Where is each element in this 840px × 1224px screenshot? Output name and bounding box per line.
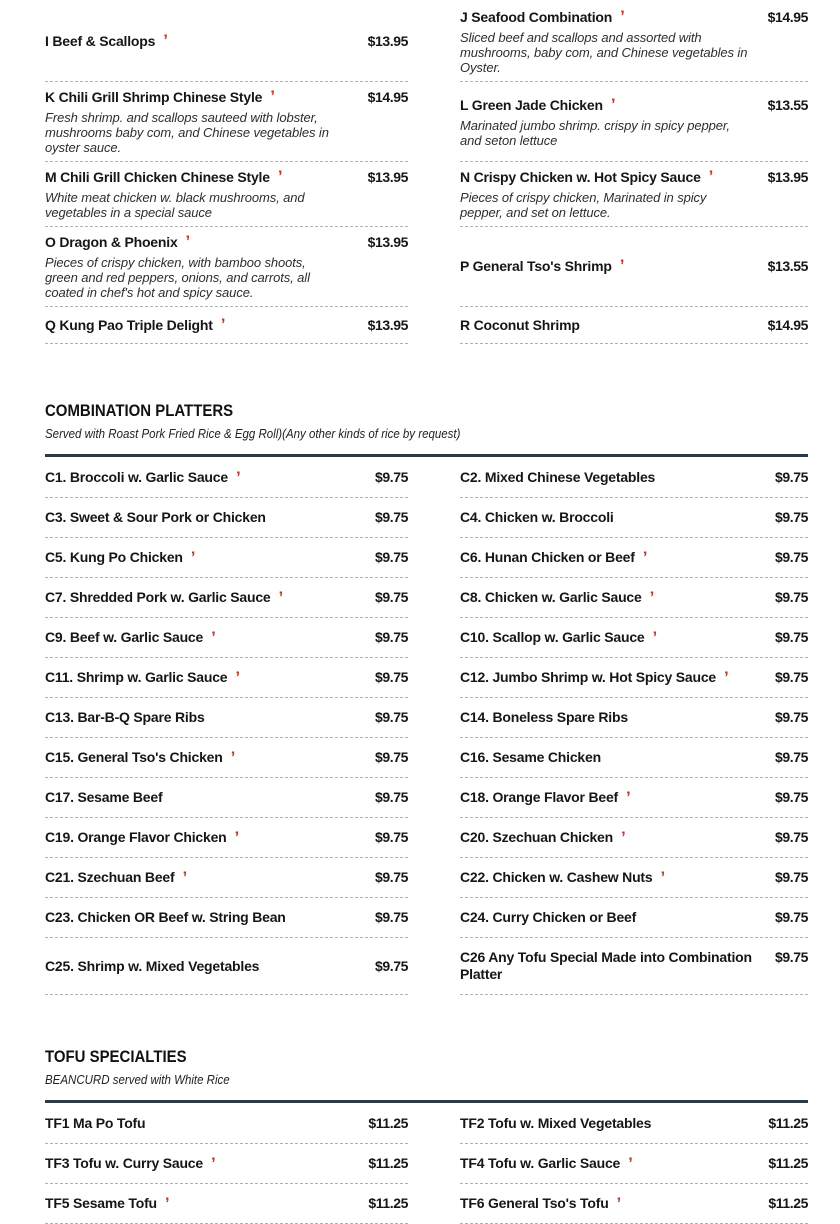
item-name: K Chili Grill Shrimp Chinese Style	[45, 89, 263, 105]
section-subtitle: BEANCURD served with White Rice	[45, 1073, 230, 1087]
item-price: $11.25	[768, 1155, 808, 1171]
menu-grid	[45, 1104, 808, 1224]
item-price: $9.75	[774, 749, 808, 765]
item-line	[45, 1115, 408, 1132]
item-price: $9.75	[774, 909, 808, 925]
menu-item[interactable]	[460, 1144, 808, 1184]
item-name: O Dragon & Phoenix	[45, 234, 178, 250]
item-line	[45, 168, 408, 187]
item-name: C9. Beef w. Garlic Sauce	[45, 629, 204, 645]
item-line	[45, 509, 408, 526]
menu-item[interactable]	[45, 858, 408, 898]
chili-spicy-icon: ’	[164, 1194, 170, 1213]
item-line	[45, 233, 408, 252]
item-name: TF3 Tofu w. Curry Sauce	[45, 1155, 203, 1171]
item-price: $9.75	[774, 549, 808, 565]
item-name: M Chili Grill Chicken Chinese Style	[45, 169, 270, 185]
item-price: $13.95	[767, 169, 808, 185]
item-description: Sliced beef and scallops and assorted with mushrooms, baby com, and Chinese vegetables in Oyster.	[460, 30, 748, 75]
chili-spicy-icon: ’	[628, 1154, 633, 1173]
menu-item[interactable]	[45, 82, 408, 162]
item-description: Pieces of crispy chicken, Marinated in spicy pepper, and set on lettuce.	[460, 190, 707, 220]
chili-spicy-icon: ’	[235, 468, 241, 487]
item-price: $9.75	[374, 789, 408, 805]
menu-item[interactable]	[45, 578, 408, 618]
chili-spicy-icon: ’	[234, 828, 240, 847]
menu-item[interactable]	[460, 538, 808, 578]
chili-spicy-icon: ’	[708, 167, 714, 186]
item-name: C11. Shrimp w. Garlic Sauce	[45, 669, 228, 685]
item-price: $9.75	[374, 957, 408, 974]
item-line	[460, 669, 808, 686]
item-line	[460, 1155, 808, 1172]
item-line	[45, 829, 408, 846]
item-name: TF4 Tofu w. Garlic Sauce	[460, 1155, 621, 1171]
item-line	[460, 1115, 808, 1132]
item-line	[460, 749, 808, 766]
item-name: P General Tso's Shrimp	[460, 258, 612, 274]
item-line	[45, 789, 408, 806]
item-name: C6. Hunan Chicken or Beef	[460, 549, 635, 565]
menu-item[interactable]	[460, 227, 808, 307]
chili-spicy-icon: ’	[610, 94, 616, 114]
item-price: $13.55	[767, 96, 808, 113]
chili-spicy-icon: ’	[210, 1154, 216, 1173]
menu-item[interactable]	[460, 578, 808, 618]
menu-item[interactable]	[460, 938, 808, 995]
item-line	[460, 257, 808, 276]
item-price: $13.95	[367, 33, 408, 49]
chili-spicy-icon: ’	[649, 588, 655, 607]
chili-spicy-icon: ’	[620, 828, 626, 847]
section-subtitle: Served with Roast Pork Fried Rice & Egg Roll)(Any other kinds of rice by request)	[45, 427, 461, 441]
item-name: I Beef & Scallops	[45, 33, 156, 49]
menu-item[interactable]	[460, 162, 808, 227]
item-price: $11.25	[368, 1195, 408, 1211]
item-line	[460, 629, 808, 646]
item-line	[460, 316, 808, 335]
menu-item[interactable]	[460, 498, 808, 538]
menu-item[interactable]	[45, 778, 408, 818]
chili-spicy-icon: ’	[724, 668, 729, 687]
chili-spicy-icon: ’	[220, 314, 226, 334]
item-line	[460, 709, 808, 726]
item-name: C19. Orange Flavor Chicken	[45, 829, 227, 845]
menu-item[interactable]	[45, 938, 408, 995]
item-name: C21. Szechuan Beef	[45, 869, 175, 885]
item-price: $9.75	[374, 829, 408, 845]
item-price: $11.25	[768, 1195, 808, 1211]
item-name: C15. General Tso's Chicken	[45, 749, 223, 765]
menu-item[interactable]	[45, 658, 408, 698]
item-name: TF2 Tofu w. Mixed Vegetables	[460, 1115, 652, 1131]
item-name: C8. Chicken w. Garlic Sauce	[460, 589, 642, 605]
item-price: $14.95	[767, 9, 808, 25]
item-name: C24. Curry Chicken or Beef	[460, 909, 637, 925]
menu-item[interactable]	[460, 898, 808, 938]
menu-item[interactable]	[460, 858, 808, 898]
item-price: $9.75	[774, 669, 808, 685]
section-divider-rule	[45, 1100, 808, 1103]
menu-item[interactable]	[45, 458, 408, 498]
chili-spicy-icon: ’	[230, 748, 236, 767]
item-price: $9.75	[374, 749, 408, 765]
item-price: $9.75	[774, 469, 808, 485]
menu-item[interactable]	[460, 698, 808, 738]
item-price: $9.75	[774, 949, 808, 965]
item-line	[45, 909, 408, 926]
menu-item[interactable]	[45, 1184, 408, 1224]
item-line	[460, 549, 808, 566]
chili-spicy-icon: ’	[642, 548, 648, 567]
menu-item[interactable]	[460, 1104, 808, 1144]
item-price: $13.95	[367, 169, 408, 185]
menu-item[interactable]	[45, 1144, 408, 1184]
item-name: C7. Shredded Pork w. Garlic Sauce	[45, 589, 271, 605]
item-line	[460, 869, 808, 886]
chili-spicy-icon: ’	[190, 548, 196, 567]
item-price: $13.95	[367, 234, 408, 250]
menu-item[interactable]	[460, 738, 808, 778]
menu-item[interactable]	[45, 698, 408, 738]
item-name: C17. Sesame Beef	[45, 789, 163, 805]
item-price: $9.75	[374, 629, 408, 645]
chili-spicy-icon: ’	[163, 31, 168, 50]
menu-item[interactable]	[45, 818, 408, 858]
item-line	[460, 8, 808, 27]
section-title: TOFU SPECIALTIES	[45, 1047, 187, 1066]
item-line	[45, 749, 408, 766]
item-line	[460, 829, 808, 846]
item-description: White meat chicken w. black mushrooms, and vegetables in a special sauce	[45, 190, 305, 220]
item-line	[460, 469, 808, 486]
item-line	[45, 1195, 408, 1212]
item-price: $9.75	[774, 869, 808, 885]
chili-spicy-icon: ’	[660, 868, 666, 887]
item-price: $9.75	[374, 869, 408, 885]
chili-spicy-icon: ’	[620, 7, 625, 26]
item-price: $9.75	[774, 589, 808, 605]
item-description: Pieces of crispy chicken, with bamboo shoots, green and red peppers, onions, and carrots, all coated in chef's hot and spicy sauce.	[45, 255, 310, 300]
menu-item[interactable]	[45, 162, 408, 227]
item-name: C12. Jumbo Shrimp w. Hot Spicy Sauce	[460, 669, 717, 685]
item-description: Marinated jumbo shrimp. crispy in spicy pepper, and seton lettuce	[460, 117, 730, 148]
item-line	[45, 469, 408, 486]
menu-item[interactable]	[45, 538, 408, 578]
item-price: $13.95	[367, 316, 408, 333]
menu-grid	[45, 458, 808, 995]
menu-item[interactable]	[45, 227, 408, 307]
section-divider-rule	[45, 454, 808, 457]
item-price: $9.75	[374, 909, 408, 925]
item-name: C18. Orange Flavor Beef	[460, 789, 619, 805]
item-name: C2. Mixed Chinese Vegetables	[460, 469, 656, 485]
chili-spicy-icon: ’	[182, 868, 188, 887]
item-name: J Seafood Combination	[460, 9, 613, 25]
menu-item[interactable]	[460, 818, 808, 858]
item-price: $9.75	[774, 789, 808, 805]
item-price: $13.55	[767, 258, 808, 274]
item-line	[45, 32, 408, 51]
item-price: $9.75	[374, 589, 408, 605]
item-name: C3. Sweet & Sour Pork or Chicken	[45, 509, 266, 525]
item-name: C25. Shrimp w. Mixed Vegetables	[45, 957, 260, 974]
item-name: Q Kung Pao Triple Delight	[45, 316, 213, 333]
section-tofu-specialties	[45, 1047, 808, 1224]
item-name: C16. Sesame Chicken	[460, 749, 601, 765]
chili-spicy-icon: ’	[270, 87, 275, 106]
chili-spicy-icon: ’	[616, 1194, 622, 1213]
item-name: TF6 General Tso's Tofu	[460, 1195, 609, 1211]
item-line	[45, 1155, 408, 1172]
menu-item[interactable]	[45, 2, 408, 82]
item-line	[45, 958, 408, 975]
item-name: N Crispy Chicken w. Hot Spicy Sauce	[460, 169, 701, 185]
item-name: C13. Bar-B-Q Spare Ribs	[45, 709, 205, 725]
item-price: $11.25	[368, 1115, 408, 1131]
menu-item[interactable]	[45, 498, 408, 538]
item-price: $9.75	[374, 549, 408, 565]
item-line	[45, 709, 408, 726]
chili-spicy-icon: ’	[235, 668, 241, 687]
item-name: L Green Jade Chicken	[460, 96, 603, 113]
menu-item[interactable]	[460, 778, 808, 818]
item-line	[460, 1195, 808, 1212]
chili-spicy-icon: ’	[277, 167, 283, 186]
item-price: $11.25	[368, 1155, 408, 1171]
chili-spicy-icon: ’	[652, 628, 658, 647]
menu-item[interactable]	[45, 618, 408, 658]
item-line	[45, 589, 408, 606]
item-name: C23. Chicken OR Beef w. String Bean	[45, 909, 286, 925]
item-line	[460, 96, 808, 115]
item-name: C26 Any Tofu Special Made into Combination Platter	[460, 949, 752, 982]
item-price: $9.75	[774, 709, 808, 725]
item-line	[460, 949, 808, 983]
menu-item[interactable]	[460, 82, 808, 162]
menu-item[interactable]	[45, 898, 408, 938]
item-price: $9.75	[374, 469, 408, 485]
item-line	[45, 669, 408, 686]
menu-item[interactable]	[460, 458, 808, 498]
item-line	[460, 589, 808, 606]
menu-item[interactable]	[460, 2, 808, 82]
item-name: C20. Szechuan Chicken	[460, 829, 613, 845]
item-line	[460, 909, 808, 926]
menu-item[interactable]	[460, 307, 808, 344]
item-price: $9.75	[374, 709, 408, 725]
section-header	[45, 401, 808, 457]
chili-spicy-icon: ’	[211, 628, 216, 647]
item-price: $9.75	[374, 509, 408, 525]
chili-spicy-icon: ’	[185, 232, 191, 251]
item-price: $14.95	[367, 89, 408, 105]
item-price: $9.75	[774, 829, 808, 845]
chili-spicy-icon: ’	[278, 588, 284, 607]
item-name: TF5 Sesame Tofu	[45, 1195, 157, 1211]
item-name: C4. Chicken w. Broccoli	[460, 509, 614, 525]
menu-item[interactable]	[45, 307, 408, 344]
item-line	[45, 629, 408, 646]
menu-item[interactable]	[45, 1104, 408, 1144]
item-name: R Coconut Shrimp	[460, 316, 580, 333]
item-name: C10. Scallop w. Garlic Sauce	[460, 629, 645, 645]
item-name: TF1 Ma Po Tofu	[45, 1115, 146, 1131]
item-description: Fresh shrimp. and scallops sauteed with lobster, mushrooms baby com, and Chinese vegetables in oyster sauce.	[45, 110, 329, 155]
item-line	[460, 509, 808, 526]
section-header	[45, 1047, 808, 1103]
item-price: $11.25	[768, 1115, 808, 1131]
item-price: $9.75	[774, 629, 808, 645]
item-name: C22. Chicken w. Cashew Nuts	[460, 869, 653, 885]
item-line	[460, 168, 808, 187]
menu-item[interactable]	[45, 738, 408, 778]
item-name: C5. Kung Po Chicken	[45, 549, 183, 565]
item-name: C14. Boneless Spare Ribs	[460, 709, 628, 725]
item-line	[45, 88, 408, 107]
item-price: $14.95	[767, 316, 808, 333]
menu-item[interactable]	[460, 1184, 808, 1224]
section-combination-platters	[45, 401, 808, 995]
menu-item[interactable]	[460, 618, 808, 658]
item-price: $9.75	[774, 509, 808, 525]
item-line	[460, 789, 808, 806]
section-title: COMBINATION PLATTERS	[45, 401, 234, 420]
item-line	[45, 316, 408, 335]
item-price: $9.75	[374, 669, 408, 685]
chili-spicy-icon: ’	[626, 788, 631, 807]
section-specialties	[45, 2, 808, 344]
item-line	[45, 549, 408, 566]
item-name: C1. Broccoli w. Garlic Sauce	[45, 469, 228, 485]
menu-item[interactable]	[460, 658, 808, 698]
menu-grid	[45, 2, 808, 344]
chili-spicy-icon: ’	[619, 256, 625, 275]
item-line	[45, 869, 408, 886]
